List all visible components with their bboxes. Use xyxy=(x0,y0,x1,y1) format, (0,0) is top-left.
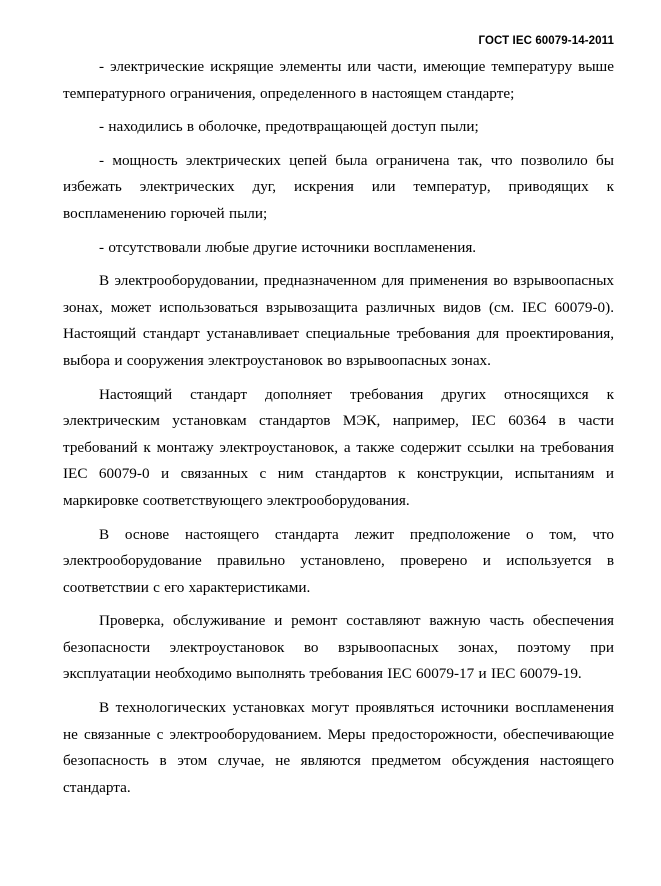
paragraph-6: Настоящий стандарт дополняет требования других относящихся к электрическим установкам стандартов МЭК, например, IEC 60364 в части требований к монтажу электроустановок, а также содержит ссылки на требования IEC 60079-0 и связанных с ним стандартов к конструкции, испытаниям и маркировке соответствующего электрооборудования. xyxy=(63,385,614,509)
paragraph-4: - отсутствовали любые другие источники воспламенения. xyxy=(99,238,477,256)
paragraph-1: - электрические искрящие элементы или части, имеющие температуру выше температурного ограничения, определенного в настоящем стандарте; xyxy=(63,58,614,102)
paragraph-5: В электрооборудовании, предназначенном для применения во взрывоопасных зонах, может использоваться взрывозащита различных видов (см. IEC 60079-0). Настоящий стандарт устанавливает специальные требования для проектирования, выбора и сооружения электроустановок во взрывоопасных зонах. xyxy=(63,272,614,369)
paragraph-9: В технологических установках могут проявляться источники воспламенения не связанные с электрооборудованием. Меры предосторожности, обеспечивающие безопасность в этом случае, не являются предметом обсуждения настоящего стандарта. xyxy=(63,699,614,796)
document-body xyxy=(63,54,614,808)
paragraph-8: Проверка, обслуживание и ремонт составляют важную часть обеспечения безопасности электроустановок во взрывоопасных зонах, поэтому при эксплуатации необходимо выполнять требования IEC 60079-17 и IEC 60079-19. xyxy=(63,612,614,683)
paragraph-2: - находились в оболочке, предотвращающей доступ пыли; xyxy=(99,118,479,136)
paragraph-3: - мощность электрических цепей была ограничена так, что позволило бы избежать электрических дуг, искрения или температур, приводящих к воспламенению горючей пыли; xyxy=(63,151,614,222)
paragraph-7: В основе настоящего стандарта лежит предположение о том, что электрооборудование правильно установлено, проверено и используется в соответствии с его характеристиками. xyxy=(63,525,614,596)
standard-header: ГОСТ IEC 60079-14-2011 xyxy=(478,35,614,47)
